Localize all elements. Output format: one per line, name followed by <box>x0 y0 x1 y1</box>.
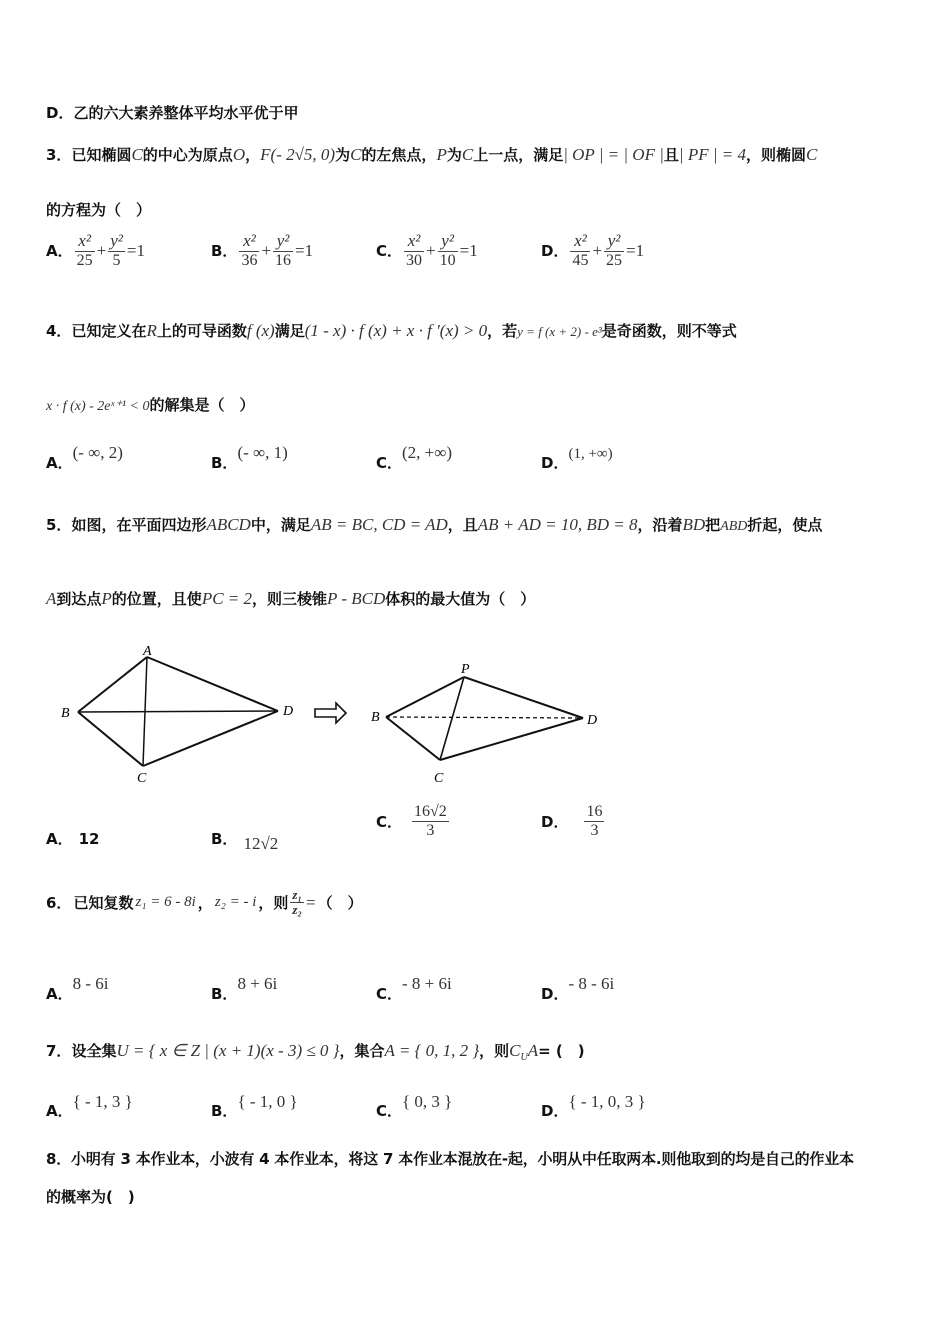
fraction-numerator: x² <box>404 232 424 252</box>
edge-dc <box>143 711 278 766</box>
edge-cb <box>78 712 143 766</box>
vertex-label-b: B <box>61 706 70 721</box>
option-label: C． <box>376 454 403 472</box>
option-value: { 0, 3 } <box>402 1092 453 1111</box>
math-expr: A <box>46 589 57 608</box>
math-expr: x · f (x) - 2eˣ⁺¹ < 0 <box>46 399 150 414</box>
stem-text: 满足 <box>274 322 305 340</box>
option-value: (1, +∞) <box>568 446 613 462</box>
option-value: { - 1, 0 } <box>237 1092 298 1111</box>
fraction-denominator: 36 <box>241 251 258 269</box>
math-expr: C <box>461 145 474 164</box>
equals-sign: = <box>306 892 316 912</box>
question-number: 7． <box>46 1042 72 1060</box>
q7-stem <box>46 1040 585 1063</box>
stem-text: 的中心为原点 <box>142 146 233 164</box>
question-number: 3． <box>46 146 72 164</box>
option-label: C． <box>376 985 403 1003</box>
stem-text: 的位置，且使 <box>111 590 202 608</box>
option-label: A． <box>46 830 73 848</box>
vertex-label-p: P <box>461 662 470 677</box>
math-expr: | OP | = | OF | <box>563 145 664 164</box>
option-label: D． <box>541 454 569 472</box>
stem-text: 上一点，满足 <box>473 146 564 164</box>
stem-text: 到达点 <box>56 590 102 608</box>
math-expr: z₁ = 6 - 8i <box>135 894 196 911</box>
q4-stem-line2 <box>46 394 255 415</box>
edge-dc <box>440 718 583 760</box>
edge-ab <box>78 657 147 712</box>
vertex-label-d: D <box>587 713 598 728</box>
stem-text: 如图，在平面四边形 <box>71 516 207 534</box>
q3-option-b: B． $\frac{\text{x²}}{36}$ + $\frac{\text{y²}}{16}$ =1 <box>211 231 314 269</box>
math-expr: f (x) <box>246 321 275 340</box>
q7-option-d <box>541 1092 646 1121</box>
question-number: 4． <box>46 322 72 340</box>
stem-text: ，则 <box>258 894 289 913</box>
q6-option-d <box>541 974 615 1004</box>
option-label: D． <box>541 1102 569 1120</box>
stem-text: 的左焦点， <box>361 146 437 164</box>
stem-text: 且 <box>663 146 679 164</box>
math-expr: A = { 0, 1, 2 } <box>384 1041 480 1060</box>
math-expr: C <box>131 145 143 164</box>
vertex-label-b: B <box>371 710 380 725</box>
math-expr: C <box>509 1041 521 1060</box>
math-expr: | PF | = 4 <box>678 145 746 164</box>
option-label: C． <box>376 1102 403 1120</box>
diagonal-bd <box>78 711 278 712</box>
fraction-denominator: 10 <box>439 251 456 269</box>
q2-option-d <box>46 102 298 123</box>
fraction-numerator: 16√2 <box>414 803 447 820</box>
equation-rhs: =1 <box>126 240 145 260</box>
q3-stem-line1: 3．已知椭圆C的中心为原点O，F(- 2√5, 0)为C的左焦点，P为C上一点，满足| OP | = | OF |且| PF | = 4，则椭圆C <box>46 145 818 164</box>
math-expr: AB = BC, CD = AD <box>310 515 448 534</box>
stem-text: 把 <box>705 516 721 534</box>
q3-option-d: D． $\frac{\text{x²}}{45}$ + $\frac{\text{y²}}{25}$ =1 <box>541 231 645 269</box>
q6-option-a <box>46 974 109 1004</box>
option-label: D． <box>541 985 569 1003</box>
option-label: C． <box>376 242 403 261</box>
hidden-edge-bd <box>386 717 583 718</box>
option-value: { - 1, 0, 3 } <box>568 1092 646 1111</box>
option-label: B． <box>211 830 238 848</box>
option-value: 8 - 6i <box>72 974 109 993</box>
question-number: 5． <box>46 516 72 534</box>
q3-option-a: A． $\frac{\text{x²}}{25}$ + $\frac{\text{y²}}{5}$ =1 <box>46 231 145 269</box>
fraction-numerator: y² <box>273 232 293 252</box>
math-expr: O <box>232 145 246 164</box>
q4-option-c <box>376 443 453 473</box>
math-expr: U = { x ∈ Z | (x + 1)(x - 3) ≤ 0 } <box>116 1041 340 1060</box>
math-expr: ABD <box>720 519 748 534</box>
fraction-denominator: z₂ <box>292 902 303 918</box>
edge-cb <box>386 717 440 760</box>
q5-option-d <box>541 803 604 839</box>
stem-text: 已知椭圆 <box>71 146 132 164</box>
math-expr: R <box>146 321 157 340</box>
tetrahedron-pbcd <box>386 677 583 760</box>
stem-text: 是奇函数，则不等式 <box>601 322 737 340</box>
q3-stem-line2: 的方程为（ ） <box>46 201 152 219</box>
q5-stem-line2 <box>46 588 535 609</box>
edge-pb <box>386 677 464 717</box>
quadrilateral-abcd <box>78 657 278 766</box>
math-expr: C <box>806 145 818 164</box>
option-label: A． <box>46 1102 73 1120</box>
option-value: 12√2 <box>243 834 279 853</box>
math-expr: P - BCD <box>327 589 386 608</box>
stem-text: 上的可导函数 <box>156 322 247 340</box>
fraction-denominator: 3 <box>426 821 435 839</box>
math-expr: C <box>350 145 362 164</box>
q8-stem-line1: 8．小明有 3 本作业本，小波有 4 本作业本，将这 7 本作业本混放在-起，小明从中任取两本.则他取到的均是自己的作业本 <box>46 1150 854 1168</box>
stem-text: 为 <box>446 146 462 164</box>
q4-stem-line1 <box>46 320 737 341</box>
math-expr: ABCD <box>206 515 251 534</box>
stem-text: ，则三棱锥 <box>252 590 328 608</box>
q6-stem <box>46 888 363 918</box>
edge-pc <box>440 677 464 760</box>
math-expr: F(- 2√5, 0) <box>260 145 336 164</box>
fraction-numerator: y² <box>110 231 123 250</box>
option-label: D． <box>46 104 74 122</box>
option-label: A． <box>46 985 73 1003</box>
option-label: A． <box>46 242 73 261</box>
fraction-denominator: 3 <box>590 821 599 839</box>
option-value: 8 + 6i <box>237 974 278 993</box>
stem-text: 设全集 <box>71 1042 117 1060</box>
stem-text: （ ） <box>317 894 363 913</box>
q4-option-d <box>541 446 613 473</box>
double-arrow-icon <box>315 703 346 723</box>
vertex-label-a: A <box>143 644 152 659</box>
option-label: D． <box>541 812 569 831</box>
q4-option-a <box>46 443 123 473</box>
edge-ad <box>147 657 278 711</box>
q5-option-c <box>376 803 449 839</box>
q6-option-b <box>211 974 278 1004</box>
fraction-denominator: 25 <box>606 251 623 269</box>
equation-rhs: =1 <box>459 240 478 260</box>
fraction-numerator: x² <box>239 232 259 252</box>
q5-option-b <box>211 828 279 853</box>
q4-option-b <box>211 443 288 473</box>
stem-text: = ( ) <box>538 1042 585 1060</box>
option-value: (- ∞, 2) <box>72 443 123 462</box>
edge-pd <box>464 677 583 718</box>
stem-text: ，集合 <box>339 1042 385 1060</box>
q5-folding-figure <box>55 640 615 790</box>
fraction-numerator: x² <box>570 232 590 252</box>
stem-text: 折起，使点 <box>747 516 823 534</box>
fraction-numerator: z₁ <box>292 887 303 902</box>
fraction-denominator: 5 <box>112 251 121 269</box>
option-label: B． <box>211 242 238 261</box>
option-value: (- ∞, 1) <box>237 443 288 462</box>
option-label: B． <box>211 454 238 472</box>
option-label: A． <box>46 454 73 472</box>
q6-option-c <box>376 974 452 1004</box>
math-expr: P <box>101 589 112 608</box>
vertex-label-c: C <box>434 771 444 786</box>
stem-text: 已知定义在 <box>71 322 147 340</box>
fraction-denominator: 16 <box>275 251 292 269</box>
fraction-numerator: x² <box>75 232 95 252</box>
q5-option-a <box>46 828 99 849</box>
q7-option-b <box>211 1092 298 1121</box>
stem-text: ，若 <box>487 322 518 340</box>
option-value: { - 1, 3 } <box>72 1092 133 1111</box>
q5-stem-line1 <box>46 514 822 535</box>
math-expr: A <box>527 1041 539 1060</box>
option-value: - 8 + 6i <box>402 974 452 993</box>
stem-text: ，且 <box>447 516 478 534</box>
fraction-numerator: y² <box>604 232 624 252</box>
equation-rhs: =1 <box>295 240 314 260</box>
math-expr: z₂ = - i <box>214 894 257 911</box>
option-text: 乙的六大素养整体平均水平优于甲 <box>73 104 299 122</box>
fraction-denominator: 25 <box>76 251 93 269</box>
fraction-denominator: 30 <box>406 251 423 269</box>
math-expr: y = f (x + 2) - e³ <box>517 324 602 339</box>
stem-text: 中，满足 <box>250 516 311 534</box>
option-label: C． <box>376 812 403 831</box>
fraction-numerator: y² <box>438 232 458 252</box>
stem-text: ，则椭圆 <box>746 146 807 164</box>
q7-option-a <box>46 1092 133 1121</box>
vertex-label-d: D <box>283 704 294 719</box>
fraction-numerator: 16 <box>586 803 603 820</box>
math-expr: (1 - x) · f (x) + x · f ′(x) > 0 <box>304 321 488 340</box>
option-value: - 8 - 6i <box>568 974 615 993</box>
stem-text: ， <box>197 894 213 913</box>
math-expr: P <box>436 145 447 164</box>
option-label: B． <box>211 985 238 1003</box>
fraction-denominator: 45 <box>572 251 589 269</box>
vertex-label-c: C <box>137 771 147 786</box>
stem-text: 体积的最大值为（ ） <box>385 590 536 608</box>
option-label: B． <box>211 1102 238 1120</box>
math-expr: BD <box>682 515 706 534</box>
math-expr: PC = 2 <box>201 589 253 608</box>
math-expr: AB + AD = 10, BD = 8 <box>477 515 638 534</box>
equation-rhs: =1 <box>626 240 645 260</box>
option-value: 12 <box>78 830 100 848</box>
stem-text: 的解集是（ ） <box>149 396 255 414</box>
option-value: (2, +∞) <box>402 443 453 462</box>
stem-text: 为 <box>335 146 351 164</box>
q3-option-c: C． $\frac{\text{x²}}{30}$ + $\frac{\text{y²}}{10}$ =1 <box>376 231 478 269</box>
q7-option-c <box>376 1092 453 1121</box>
stem-text: ，沿着 <box>637 516 683 534</box>
stem-text: 已知复数 <box>73 894 134 913</box>
stem-text: ，则 <box>479 1042 510 1060</box>
math-subscript: U <box>520 1052 528 1063</box>
question-number: 6． <box>46 894 72 913</box>
q8-stem-line2: 的概率为( ) <box>46 1188 135 1206</box>
option-label: D． <box>541 242 569 261</box>
